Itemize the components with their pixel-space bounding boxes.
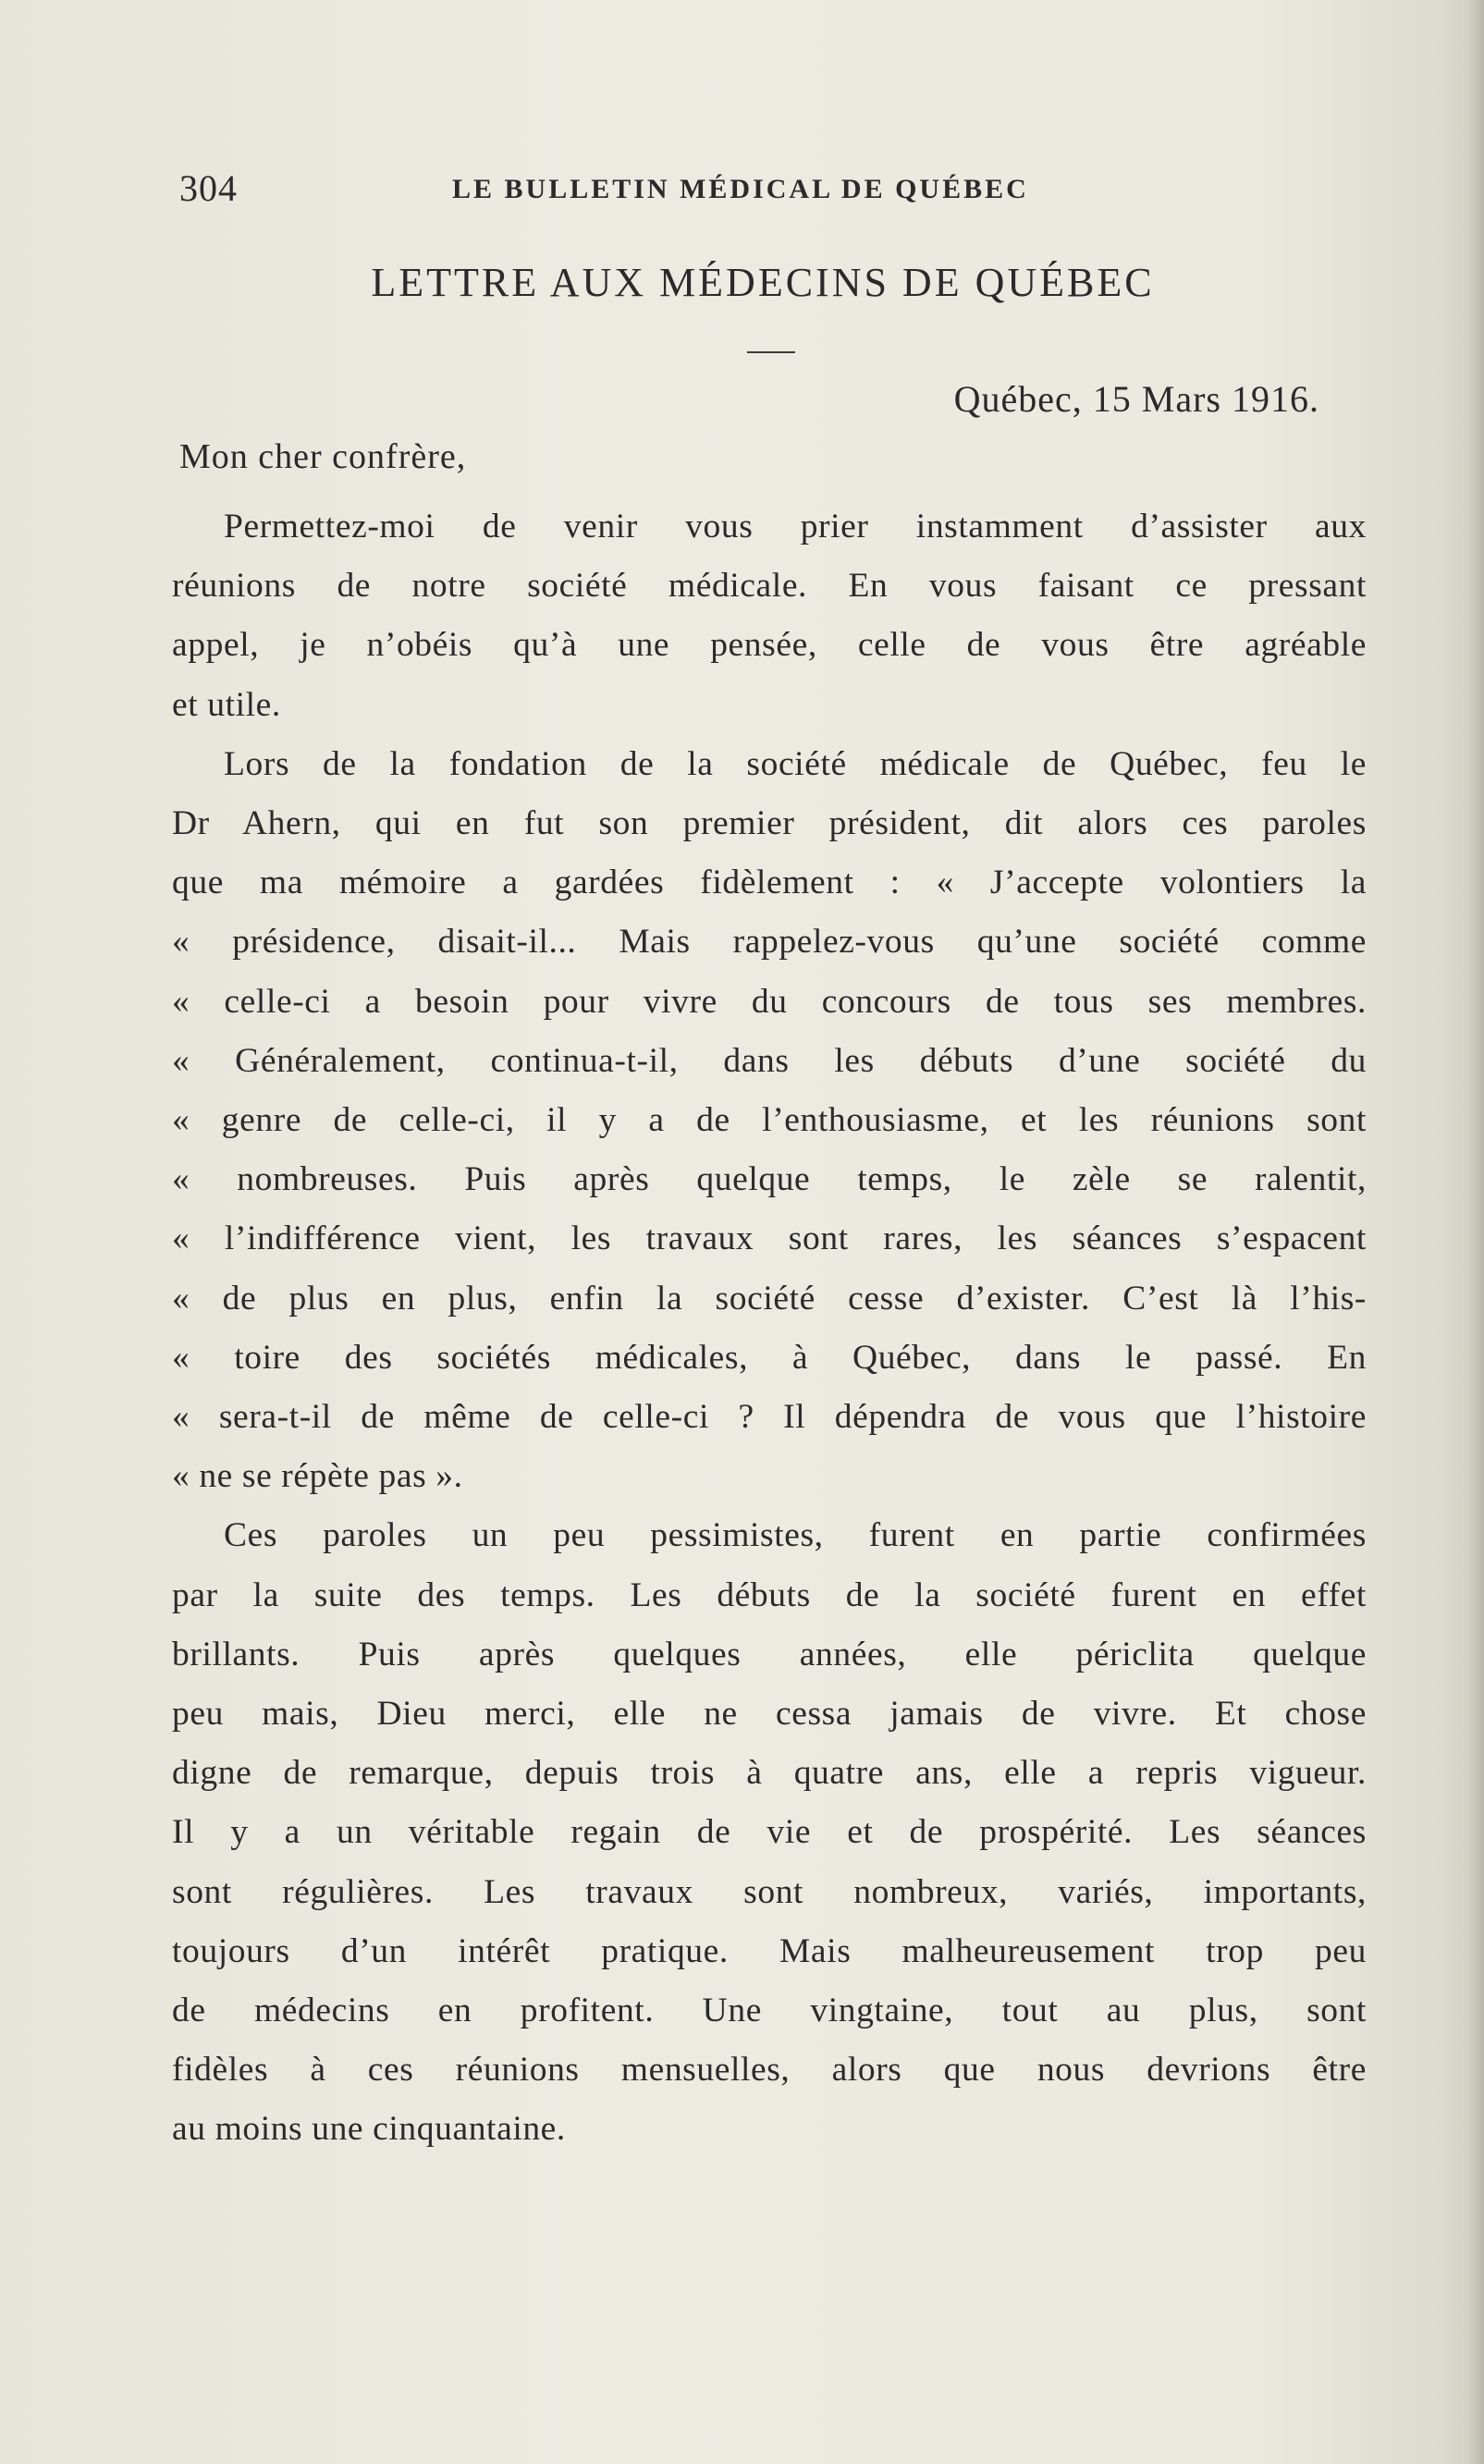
text-line: par la suite des temps. Les débuts de la société furent en effet [172, 1575, 1367, 1614]
text-line: appel, je n’obéis qu’à une pensée, celle de vous être agréable [172, 626, 1367, 665]
paragraph-2 [172, 735, 1367, 1507]
page-number: 304 [179, 167, 238, 209]
text-line: sont régulières. Les travaux sont nombreux, variés, importants, [172, 1872, 1367, 1911]
text-line: « Généralement, continua-t-il, dans les débuts d’une société du [172, 1041, 1367, 1080]
letter-body [172, 497, 1367, 2160]
text-line: Ces paroles un peu pessimistes, furent en partie confirmées [224, 1516, 1367, 1555]
text-line: « celle-ci a besoin pour vivre du concours de tous ses membres. [172, 982, 1367, 1021]
paragraph-1 [172, 497, 1367, 735]
text-line: que ma mémoire a gardées fidèlement : « J’accepte volontiers la [172, 864, 1367, 902]
running-head [179, 166, 1381, 222]
text-line: Il y a un véritable regain de vie et de prospérité. Les séances [172, 1813, 1367, 1852]
text-line: « toire des sociétés médicales, à Québec, dans le passé. En [172, 1338, 1367, 1377]
salutation: Mon cher confrère, [179, 437, 467, 476]
page-edge-shadow [1467, 0, 1484, 2464]
title-divider [747, 351, 795, 353]
text-line: toujours d’un intérêt pratique. Mais malheureusement trop peu [172, 1931, 1367, 1970]
text-line: « sera-t-il de même de celle-ci ? Il dépendra de vous que l’histoire [172, 1398, 1367, 1437]
text-line: « ne se répète pas ». [172, 1457, 463, 1496]
text-line: « genre de celle-ci, il y a de l’enthousiasme, et les réunions sont [172, 1101, 1367, 1140]
text-line: « nombreuses. Puis après quelque temps, le zèle se ralentit, [172, 1160, 1367, 1199]
text-line: « présidence, disait-il... Mais rappelez-vous qu’une société comme [172, 923, 1367, 962]
text-line: fidèles à ces réunions mensuelles, alors que nous devrions être [172, 2051, 1367, 2090]
text-line: peu mais, Dieu merci, elle ne cessa jamais de vivre. Et chose [172, 1695, 1367, 1734]
paragraph-3 [172, 1506, 1367, 2159]
dateline: Québec, 15 Mars 1916. [953, 378, 1319, 420]
text-line: « l’indifférence vient, les travaux sont rares, les séances s’espacent [172, 1220, 1367, 1258]
text-line: et utile. [172, 685, 281, 724]
text-line: Permettez-moi de venir vous prier instamment d’assister aux [224, 508, 1367, 546]
text-line: de médecins en profitent. Une vingtaine, tout au plus, sont [172, 1992, 1367, 2030]
journal-title: LE BULLETIN MÉDICAL DE QUÉBEC [452, 174, 1029, 204]
text-line: brillants. Puis après quelques années, elle périclita quelque [172, 1635, 1367, 1673]
text-line: « de plus en plus, enfin la société cesse d’exister. C’est là l’his- [172, 1279, 1367, 1318]
text-line: réunions de notre société médicale. En vous faisant ce pressant [172, 567, 1367, 606]
letter-title: LETTRE AUX MÉDECINS DE QUÉBEC [371, 260, 1155, 305]
text-line: Lors de la fondation de la société médicale de Québec, feu le [224, 744, 1367, 783]
text-line: digne de remarque, depuis trois à quatre ans, elle a repris vigueur. [172, 1754, 1367, 1793]
text-line: Dr Ahern, qui en fut son premier président, dit alors ces paroles [172, 804, 1367, 843]
text-line: au moins une cinquantaine. [172, 2110, 566, 2149]
